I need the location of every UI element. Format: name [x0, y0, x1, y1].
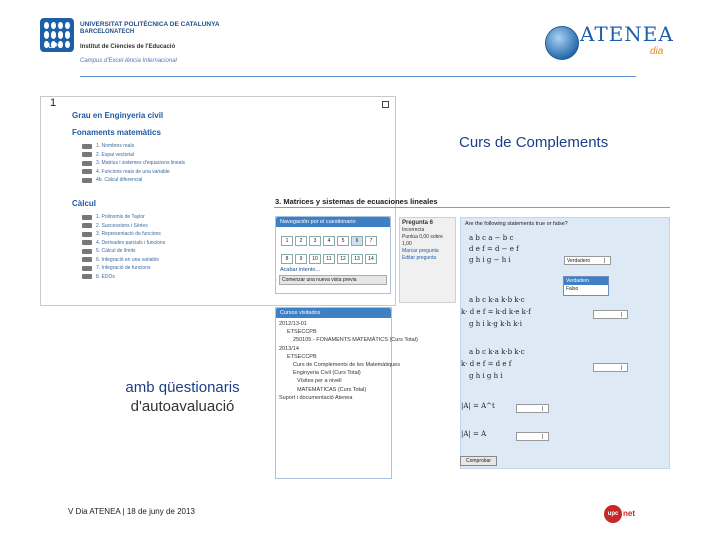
- atenea-logo: ATENEA: [580, 22, 674, 46]
- list-item[interactable]: [82, 213, 165, 222]
- svg-text:a b c k·a k·b k·c: a b c k·a k·b k·c: [469, 296, 525, 304]
- course-tree-item[interactable]: 2013/14: [279, 345, 299, 352]
- course-tree-item[interactable]: Curs de Complements de les Matemàtiques: [293, 361, 400, 368]
- list-item-label[interactable]: 5. Càlcul de límits: [96, 248, 136, 255]
- upc-logo: [40, 18, 74, 52]
- svg-text:k· d e f = d e f: k· d e f = d e f: [461, 360, 512, 368]
- question-number-button[interactable]: 14: [365, 254, 377, 264]
- section-title: Càlcul: [72, 199, 97, 208]
- list-item[interactable]: [82, 176, 185, 185]
- question-info-panel: [399, 217, 456, 303]
- list-item[interactable]: [82, 159, 185, 168]
- answer-dropdown[interactable]: [593, 363, 628, 372]
- question-number-button[interactable]: 2: [295, 236, 307, 246]
- answer-dropdown[interactable]: Verdadero: [564, 256, 611, 265]
- quiz-title: 3. Matrices y sistemas de ecuaciones lineales: [275, 197, 438, 206]
- course-tree-item[interactable]: Enginyeria Civil (Curs Total): [293, 370, 361, 377]
- finish-attempt-link[interactable]: Acabar intento...: [280, 267, 321, 273]
- new-preview-button[interactable]: Comenzar una nueva vista previa: [279, 275, 387, 285]
- caption-line: amb qüestionaris: [125, 379, 240, 396]
- list-item-label[interactable]: 6. Integració en una variable: [96, 256, 160, 263]
- header-divider: [80, 76, 636, 77]
- check-button[interactable]: Comprobar: [460, 456, 497, 466]
- upcnet-logo-suffix: net: [623, 509, 635, 518]
- list-item-label[interactable]: 4b. Càlcul diferencial: [96, 177, 143, 184]
- answer-dropdown[interactable]: [516, 404, 549, 413]
- quiz-icon: [82, 232, 92, 237]
- list-item[interactable]: [82, 239, 165, 248]
- upcnet-logo: upc: [604, 505, 622, 523]
- svg-text:k· d e f = k·d k·e k·f: k· d e f = k·d k·e k·f: [461, 308, 531, 316]
- question-number-button[interactable]: 13: [351, 254, 363, 264]
- quiz-icon: [82, 215, 92, 220]
- question-number-button[interactable]: 4: [323, 236, 335, 246]
- question-number-button[interactable]: 10: [309, 254, 321, 264]
- svg-text:d e f = d − e f: d e f = d − e f: [469, 245, 519, 253]
- quiz-icon: [82, 274, 92, 279]
- list-item-label[interactable]: 2. Espai vectorial: [96, 151, 135, 158]
- list-item-label[interactable]: 4. Funcions reals de una variable: [96, 168, 170, 175]
- atenea-logo-dia: dia: [650, 46, 664, 57]
- list-item[interactable]: [82, 222, 165, 231]
- program-title[interactable]: Grau en Enginyeria civil: [72, 111, 164, 120]
- quiz-icon: [82, 257, 92, 262]
- question-info-text: Puntúa 0,00 sobre 1,00: [402, 234, 443, 247]
- panel-number: 1: [50, 97, 57, 109]
- list-item[interactable]: [82, 168, 185, 177]
- course-tree-item[interactable]: ETSECCPB: [287, 329, 317, 336]
- svg-text:|A| = A^t: |A| = A^t: [461, 402, 495, 410]
- quiz-icon: [82, 249, 92, 254]
- course-tree-item[interactable]: 2012/13-01: [279, 321, 307, 327]
- quiz-navigation-block: [275, 216, 391, 294]
- list-item[interactable]: [82, 264, 165, 273]
- checkbox[interactable]: [382, 101, 389, 108]
- question-info-text: Incorrecta: [402, 227, 425, 233]
- list-item-label[interactable]: 2. Successions i Sèries: [96, 222, 148, 229]
- question-action-link[interactable]: Editar pregunta: [402, 255, 437, 261]
- caption-line: d'autoavaluació: [130, 398, 235, 415]
- caption: [100, 378, 265, 416]
- list-item[interactable]: [82, 230, 165, 239]
- answer-dropdown[interactable]: [593, 310, 628, 319]
- university-name: UNIVERSITAT POLITÈCNICA DE CATALUNYA: [80, 21, 220, 28]
- question-number-button[interactable]: 6: [351, 236, 363, 246]
- list-item-label[interactable]: 1. Polinomis de Taylor: [96, 214, 145, 221]
- list-item-label[interactable]: 3. Matrius i sistemes d'equacions lineals: [96, 160, 186, 167]
- course-tree-item[interactable]: Vísites per a nivell: [297, 378, 342, 385]
- block-header: Cursos visitados: [276, 308, 391, 318]
- quiz-title-underline: [274, 207, 670, 208]
- list-item-label[interactable]: 1. Nombres reals: [96, 143, 135, 150]
- dropdown-option[interactable]: Falso: [566, 286, 579, 292]
- upc-logo-text: UPC: [48, 43, 63, 50]
- list-item[interactable]: [82, 256, 165, 265]
- svg-text:g h i k·g k·h k·i: g h i k·g k·h k·i: [469, 320, 522, 328]
- quiz-icon: [82, 266, 92, 271]
- course-tree-item[interactable]: ETSECCPB: [287, 353, 317, 360]
- quiz-icon: [82, 169, 92, 174]
- quiz-icon: [82, 223, 92, 228]
- block-header: Navegación por el cuestionario: [276, 217, 390, 227]
- list-item-label[interactable]: 3. Representació de funcions: [96, 231, 161, 238]
- question-action-link[interactable]: Marcar pregunta: [402, 248, 439, 254]
- quiz-icon: [82, 240, 92, 245]
- question-info-text: Pregunta 6: [402, 220, 434, 226]
- visited-courses-block: [275, 307, 418, 479]
- question-number-button[interactable]: 7: [365, 236, 377, 246]
- university-subtitle: BARCELONATECH: [80, 29, 135, 35]
- question-content: [460, 217, 670, 469]
- section-title: Fonaments matemàtics: [72, 128, 161, 137]
- svg-text:|A| = A: |A| = A: [461, 430, 487, 438]
- side-title: Curs de Complements: [459, 134, 609, 151]
- question-text: Are the following statements true or false?: [465, 221, 568, 227]
- question-number-grid: [276, 227, 390, 267]
- course-tree-item[interactable]: 250105 - FONAMENTS MATEMÀTICS (Curs Total): [293, 337, 418, 344]
- course-tree-item[interactable]: Suport i documentació Atenea: [279, 394, 353, 401]
- question-number-button[interactable]: 1: [281, 236, 293, 246]
- list-item-label[interactable]: 8. EDOs: [96, 273, 115, 280]
- svg-text:a b c k·a k·b k·c: a b c k·a k·b k·c: [469, 348, 525, 356]
- question-number-button[interactable]: 12: [337, 254, 349, 264]
- question-number-button[interactable]: 5: [337, 236, 349, 246]
- svg-text:a b c a − b c: a b c a − b c: [469, 234, 514, 242]
- list-item[interactable]: [82, 151, 185, 160]
- globe-icon: [545, 26, 579, 60]
- question-number-button[interactable]: 9: [295, 254, 307, 264]
- list-item[interactable]: [82, 247, 165, 256]
- institute-name: Institut de Ciències de l'Educació: [80, 44, 176, 50]
- list-item[interactable]: [82, 142, 185, 151]
- campus-tagline: Campus d'Excel·lència Internacional: [80, 58, 177, 64]
- course-tree-item[interactable]: MATEMÀTICAS (Curs Total): [297, 386, 367, 393]
- quiz-icon: [82, 144, 92, 149]
- list-item[interactable]: [82, 273, 165, 282]
- quiz-icon: [82, 152, 92, 157]
- question-number-button[interactable]: 11: [323, 254, 335, 264]
- question-number-button[interactable]: 8: [281, 254, 293, 264]
- svg-text:g h i g − h i: g h i g − h i: [469, 256, 511, 264]
- svg-text:g h i g h i: g h i g h i: [469, 372, 503, 380]
- list-item-label[interactable]: 7. Integració de funcions: [96, 265, 151, 272]
- list-item-label[interactable]: 4. Derivades parcials i funcions: [96, 239, 166, 246]
- quiz-icon: [82, 161, 92, 166]
- answer-dropdown[interactable]: [516, 432, 549, 441]
- footer-text: V Dia ATENEA | 18 de juny de 2013: [68, 507, 195, 516]
- quiz-icon: [82, 178, 92, 183]
- dropdown-option[interactable]: Verdadero: [564, 277, 608, 285]
- question-number-button[interactable]: 3: [309, 236, 321, 246]
- dropdown-options[interactable]: [563, 276, 609, 296]
